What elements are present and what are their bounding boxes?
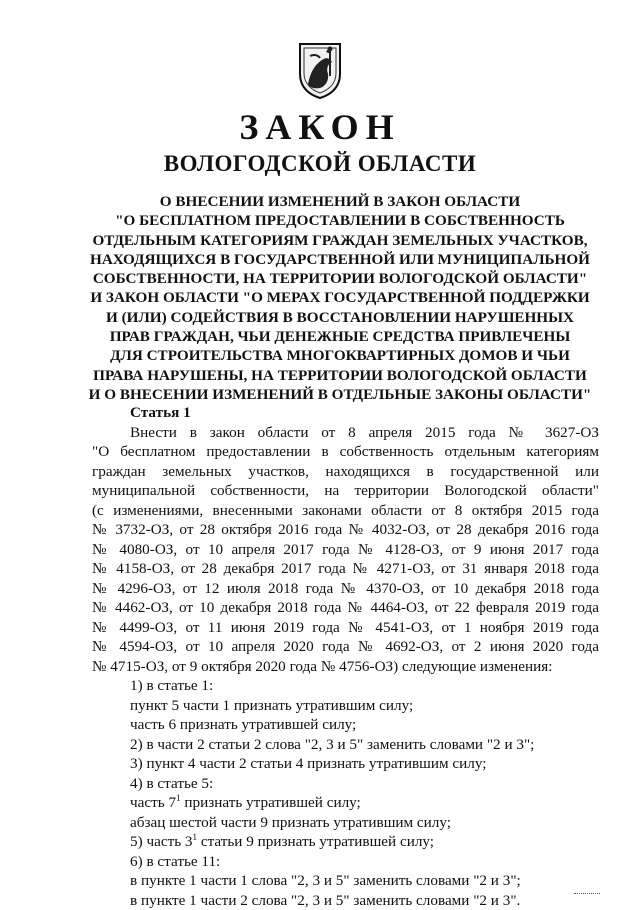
paragraph-line: (с изменениями, внесенными законами области от 8 октября 2015 года — [92, 501, 599, 521]
list-item-text: часть 7 — [130, 794, 176, 811]
paragraph-line: № 4296-ОЗ, от 12 июля 2018 года № 4370-ОЗ, от 10 декабря 2018 года — [92, 579, 599, 599]
heading-line: ОТДЕЛЬНЫМ КАТЕГОРИЯМ ГРАЖДАН ЗЕМЕЛЬНЫХ УЧАСТКОВ, — [80, 231, 600, 250]
list-item: 6) в статье 11: — [130, 852, 599, 872]
list-item-text: признать утратившей силу; — [181, 794, 361, 811]
heading-line: ДЛЯ СТРОИТЕЛЬСТВА МНОГОКВАРТИРНЫХ ДОМОВ И ЧЬИ — [80, 346, 600, 365]
amendments-list — [92, 676, 599, 910]
list-item — [130, 793, 599, 813]
heading-line: И (ИЛИ) СОДЕЙСТВИЯ В ВОССТАНОВЛЕНИИ НАРУШЕННЫХ — [80, 308, 600, 327]
heading-line: "О БЕСПЛАТНОМ ПРЕДОСТАВЛЕНИИ В СОБСТВЕННОСТЬ — [80, 211, 600, 230]
list-item: 2) в части 2 статьи 2 слова "2, 3 и 5" заменить словами "2 и 3"; — [130, 735, 599, 755]
paragraph-line: № 4158-ОЗ, от 28 декабря 2017 года № 4271-ОЗ, от 31 января 2018 года — [92, 559, 599, 579]
paragraph-line: муниципальной собственности, на территории Вологодской области" — [92, 481, 599, 501]
page-mark — [574, 893, 600, 897]
paragraph-line: Внести в закон области от 8 апреля 2015 года № 3627-ОЗ — [92, 423, 599, 443]
list-item: 1) в статье 1: — [130, 676, 599, 696]
paragraph-line: "О бесплатном предоставлении в собственность отдельным категориям — [92, 442, 599, 462]
paragraph-line: № 4499-ОЗ, от 11 июня 2019 года № 4541-ОЗ, от 1 ноября 2019 года — [92, 618, 599, 638]
list-item-text: статьи 9 признать утратившей силу; — [197, 833, 434, 850]
heading-line: ПРАВА НАРУШЕНЫ, НА ТЕРРИТОРИИ ВОЛОГОДСКОЙ ОБЛАСТИ — [80, 366, 600, 385]
paragraph-line: № 4080-ОЗ, от 10 апреля 2017 года № 4128-ОЗ, от 9 июня 2017 года — [92, 540, 599, 560]
paragraph-line: № 4715-ОЗ, от 9 октября 2020 года № 4756-ОЗ) следующие изменения: — [92, 657, 599, 677]
superscript: 1 — [193, 832, 198, 842]
superscript: 1 — [176, 793, 181, 803]
list-item: 3) пункт 4 части 2 статьи 4 признать утратившим силу; — [130, 754, 599, 774]
law-title: ЗАКОН — [0, 106, 640, 148]
list-item: абзац шестой части 9 признать утратившим силу; — [130, 813, 599, 833]
paragraph-line: № 3732-ОЗ, от 28 октября 2016 года № 4032-ОЗ, от 28 декабря 2016 года — [92, 520, 599, 540]
list-item-text: 5) часть 3 — [130, 833, 193, 850]
heading-line: О ВНЕСЕНИИ ИЗМЕНЕНИЙ В ЗАКОН ОБЛАСТИ — [80, 192, 600, 211]
heading-line: И О ВНЕСЕНИИ ИЗМЕНЕНИЙ В ОТДЕЛЬНЫЕ ЗАКОНЫ ОБЛАСТИ" — [80, 385, 600, 404]
article-intro-paragraph — [92, 423, 599, 677]
list-item: часть 6 признать утратившей силу; — [130, 715, 599, 735]
heading-line: СОБСТВЕННОСТИ, НА ТЕРРИТОРИИ ВОЛОГОДСКОЙ ОБЛАСТИ" — [80, 269, 600, 288]
law-region-subtitle: ВОЛОГОДСКОЙ ОБЛАСТИ — [0, 151, 640, 177]
heading-line: НАХОДЯЩИХСЯ В ГОСУДАРСТВЕННОЙ ИЛИ МУНИЦИПАЛЬНОЙ — [80, 250, 600, 269]
paragraph-line: № 4594-ОЗ, от 10 апреля 2020 года № 4692-ОЗ, от 2 июня 2020 года — [92, 637, 599, 657]
list-item: в пункте 1 части 1 слова "2, 3 и 5" заменить словами "2 и 3"; — [130, 871, 599, 891]
article-title: Статья 1 — [92, 403, 599, 423]
list-item: пункт 5 части 1 признать утратившим силу; — [130, 696, 599, 716]
heading-line: ПРАВ ГРАЖДАН, ЧЬИ ДЕНЕЖНЫЕ СРЕДСТВА ПРИВЛЕЧЕНЫ — [80, 327, 600, 346]
law-heading — [80, 192, 600, 404]
article-body — [92, 403, 599, 910]
list-item: в пункте 1 части 2 слова "2, 3 и 5" заменить словами "2 и 3". — [130, 891, 599, 910]
heading-line: И ЗАКОН ОБЛАСТИ "О МЕРАХ ГОСУДАРСТВЕННОЙ ПОДДЕРЖКИ — [80, 288, 600, 307]
paragraph-line: граждан земельных участков, находящихся в государственной или — [92, 462, 599, 482]
paragraph-line: № 4462-ОЗ, от 10 декабря 2018 года № 4464-ОЗ, от 22 февраля 2019 года — [92, 598, 599, 618]
list-item: 4) в статье 5: — [130, 774, 599, 794]
list-item — [130, 832, 599, 852]
coat-of-arms-emblem — [296, 40, 344, 100]
